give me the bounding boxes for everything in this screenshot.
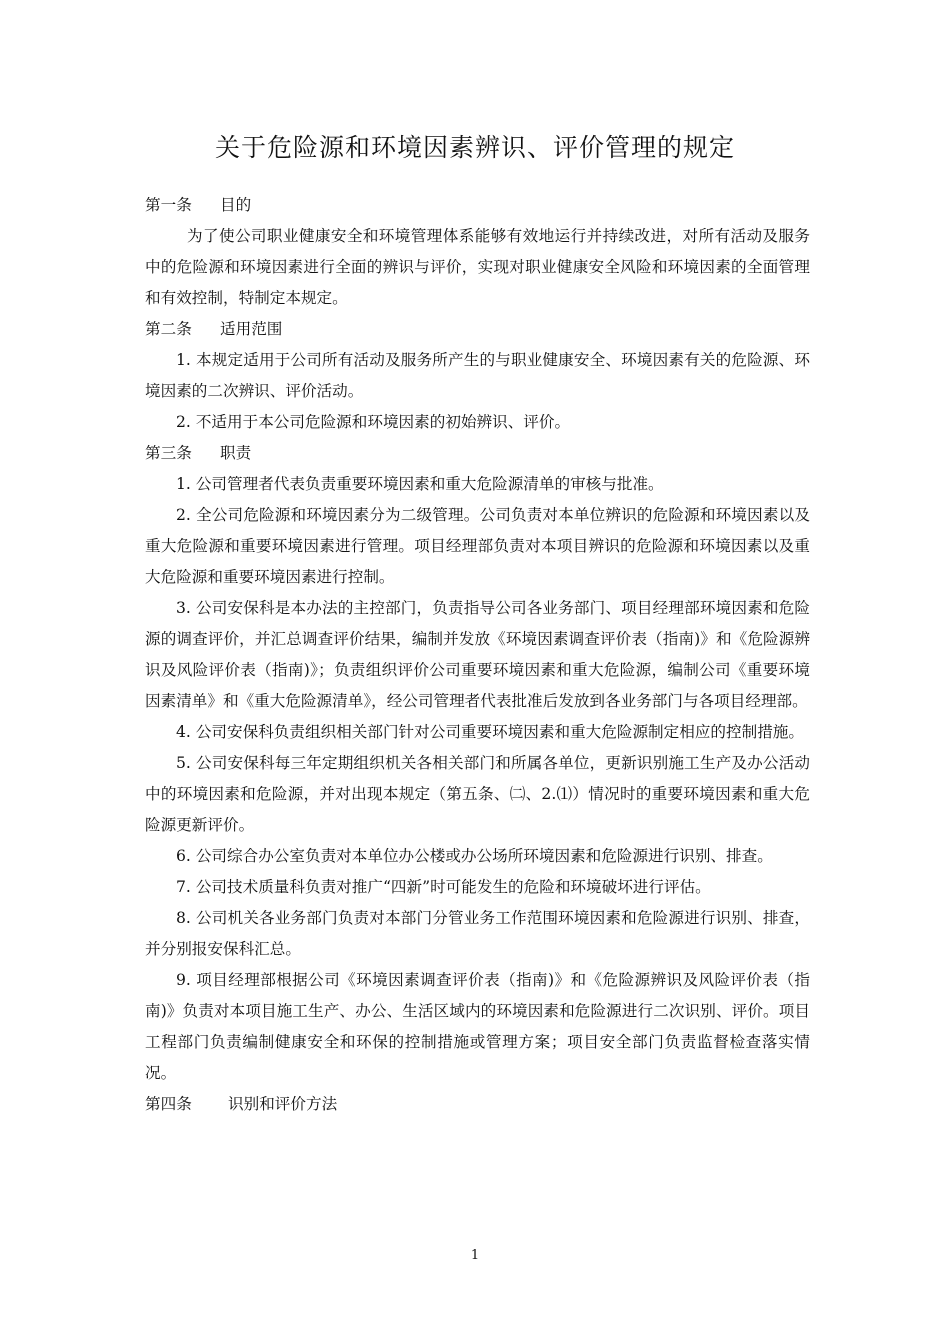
list-item: 2. 全公司危险源和环境因素分为二级管理。公司负责对本单位辨识的危险源和环境因素以及重大危险源和重要环境因素进行管理。项目经理部负责对本项目辨识的危险源和环境因素以及重大危险源和重要环境因素进行控制。	[145, 506, 810, 586]
section-title: 识别和评价方法	[228, 1095, 338, 1113]
list-item: 5. 公司安保科每三年定期组织机关各相关部门和所属各单位，更新识别施工生产及办公活动中的环境因素和危险源，并对出现本规定（第五条、㈡、2.⑴）情况时的重要环境因素和重大危险源更新评价。	[145, 754, 810, 834]
paragraph: 为了使公司职业健康安全和环境管理体系能够有效地运行并持续改进，对所有活动及服务中的危险源和环境因素进行全面的辨识与评价，实现对职业健康安全风险和环境因素的全面管理和有效控制，特制定本规定。	[145, 227, 810, 307]
section-heading	[145, 1089, 810, 1120]
section-number: 第四条	[145, 1095, 192, 1113]
list-item: 2. 不适用于本公司危险源和环境因素的初始辨识、评价。	[176, 413, 571, 431]
list-item: 1. 本规定适用于公司所有活动及服务所产生的与职业健康安全、环境因素有关的危险源、环境因素的二次辨识、评价活动。	[145, 351, 810, 400]
list-item: 1. 公司管理者代表负责重要环境因素和重大危险源清单的审核与批准。	[176, 475, 664, 493]
page-number: 1	[470, 1248, 480, 1263]
list-item: 7. 公司技术质量科负责对推广“四新”时可能发生的危险和环境破坏进行评估。	[176, 878, 711, 896]
document-title: 关于危险源和环境因素辨识、评价管理的规定	[214, 133, 735, 162]
list-item: 6. 公司综合办公室负责对本单位办公楼或办公场所环境因素和危险源进行识别、排查。	[176, 847, 773, 865]
document-body	[145, 190, 810, 1120]
section-number: 第一条	[145, 196, 192, 214]
section-title: 职责	[220, 444, 252, 462]
section-number: 第二条	[145, 320, 192, 338]
list-item: 4. 公司安保科负责组织相关部门针对公司重要环境因素和重大危险源制定相应的控制措施。	[176, 723, 804, 741]
list-item: 3. 公司安保科是本办法的主控部门，负责指导公司各业务部门、项目经理部环境因素和危险源的调查评价，并汇总调查评价结果，编制并发放《环境因素调查评价表（指南)》和《危险源辨识及风险评价表（指南)》；负责组织评价公司重要环境因素和重大危险源，编制公司《重要环境因素清单》和《重大危险源清单》，经公司管理者代表批准后发放到各业务部门与各项目经理部。	[145, 599, 810, 710]
section-heading	[145, 314, 810, 345]
section-heading	[145, 438, 810, 469]
section-heading	[145, 190, 810, 221]
list-item: 9. 项目经理部根据公司《环境因素调查评价表（指南)》和《危险源辨识及风险评价表（指南)》负责对本项目施工生产、办公、生活区域内的环境因素和危险源进行二次识别、评价。项目工程部门负责编制健康安全和环保的控制措施或管理方案；项目安全部门负责监督检查落实情况。	[145, 971, 810, 1082]
list-item: 8. 公司机关各业务部门负责对本部门分管业务工作范围环境因素和危险源进行识别、排查，并分别报安保科汇总。	[145, 909, 810, 958]
section-title: 目的	[220, 196, 252, 214]
section-number: 第三条	[145, 444, 192, 462]
section-title: 适用范围	[220, 320, 283, 338]
